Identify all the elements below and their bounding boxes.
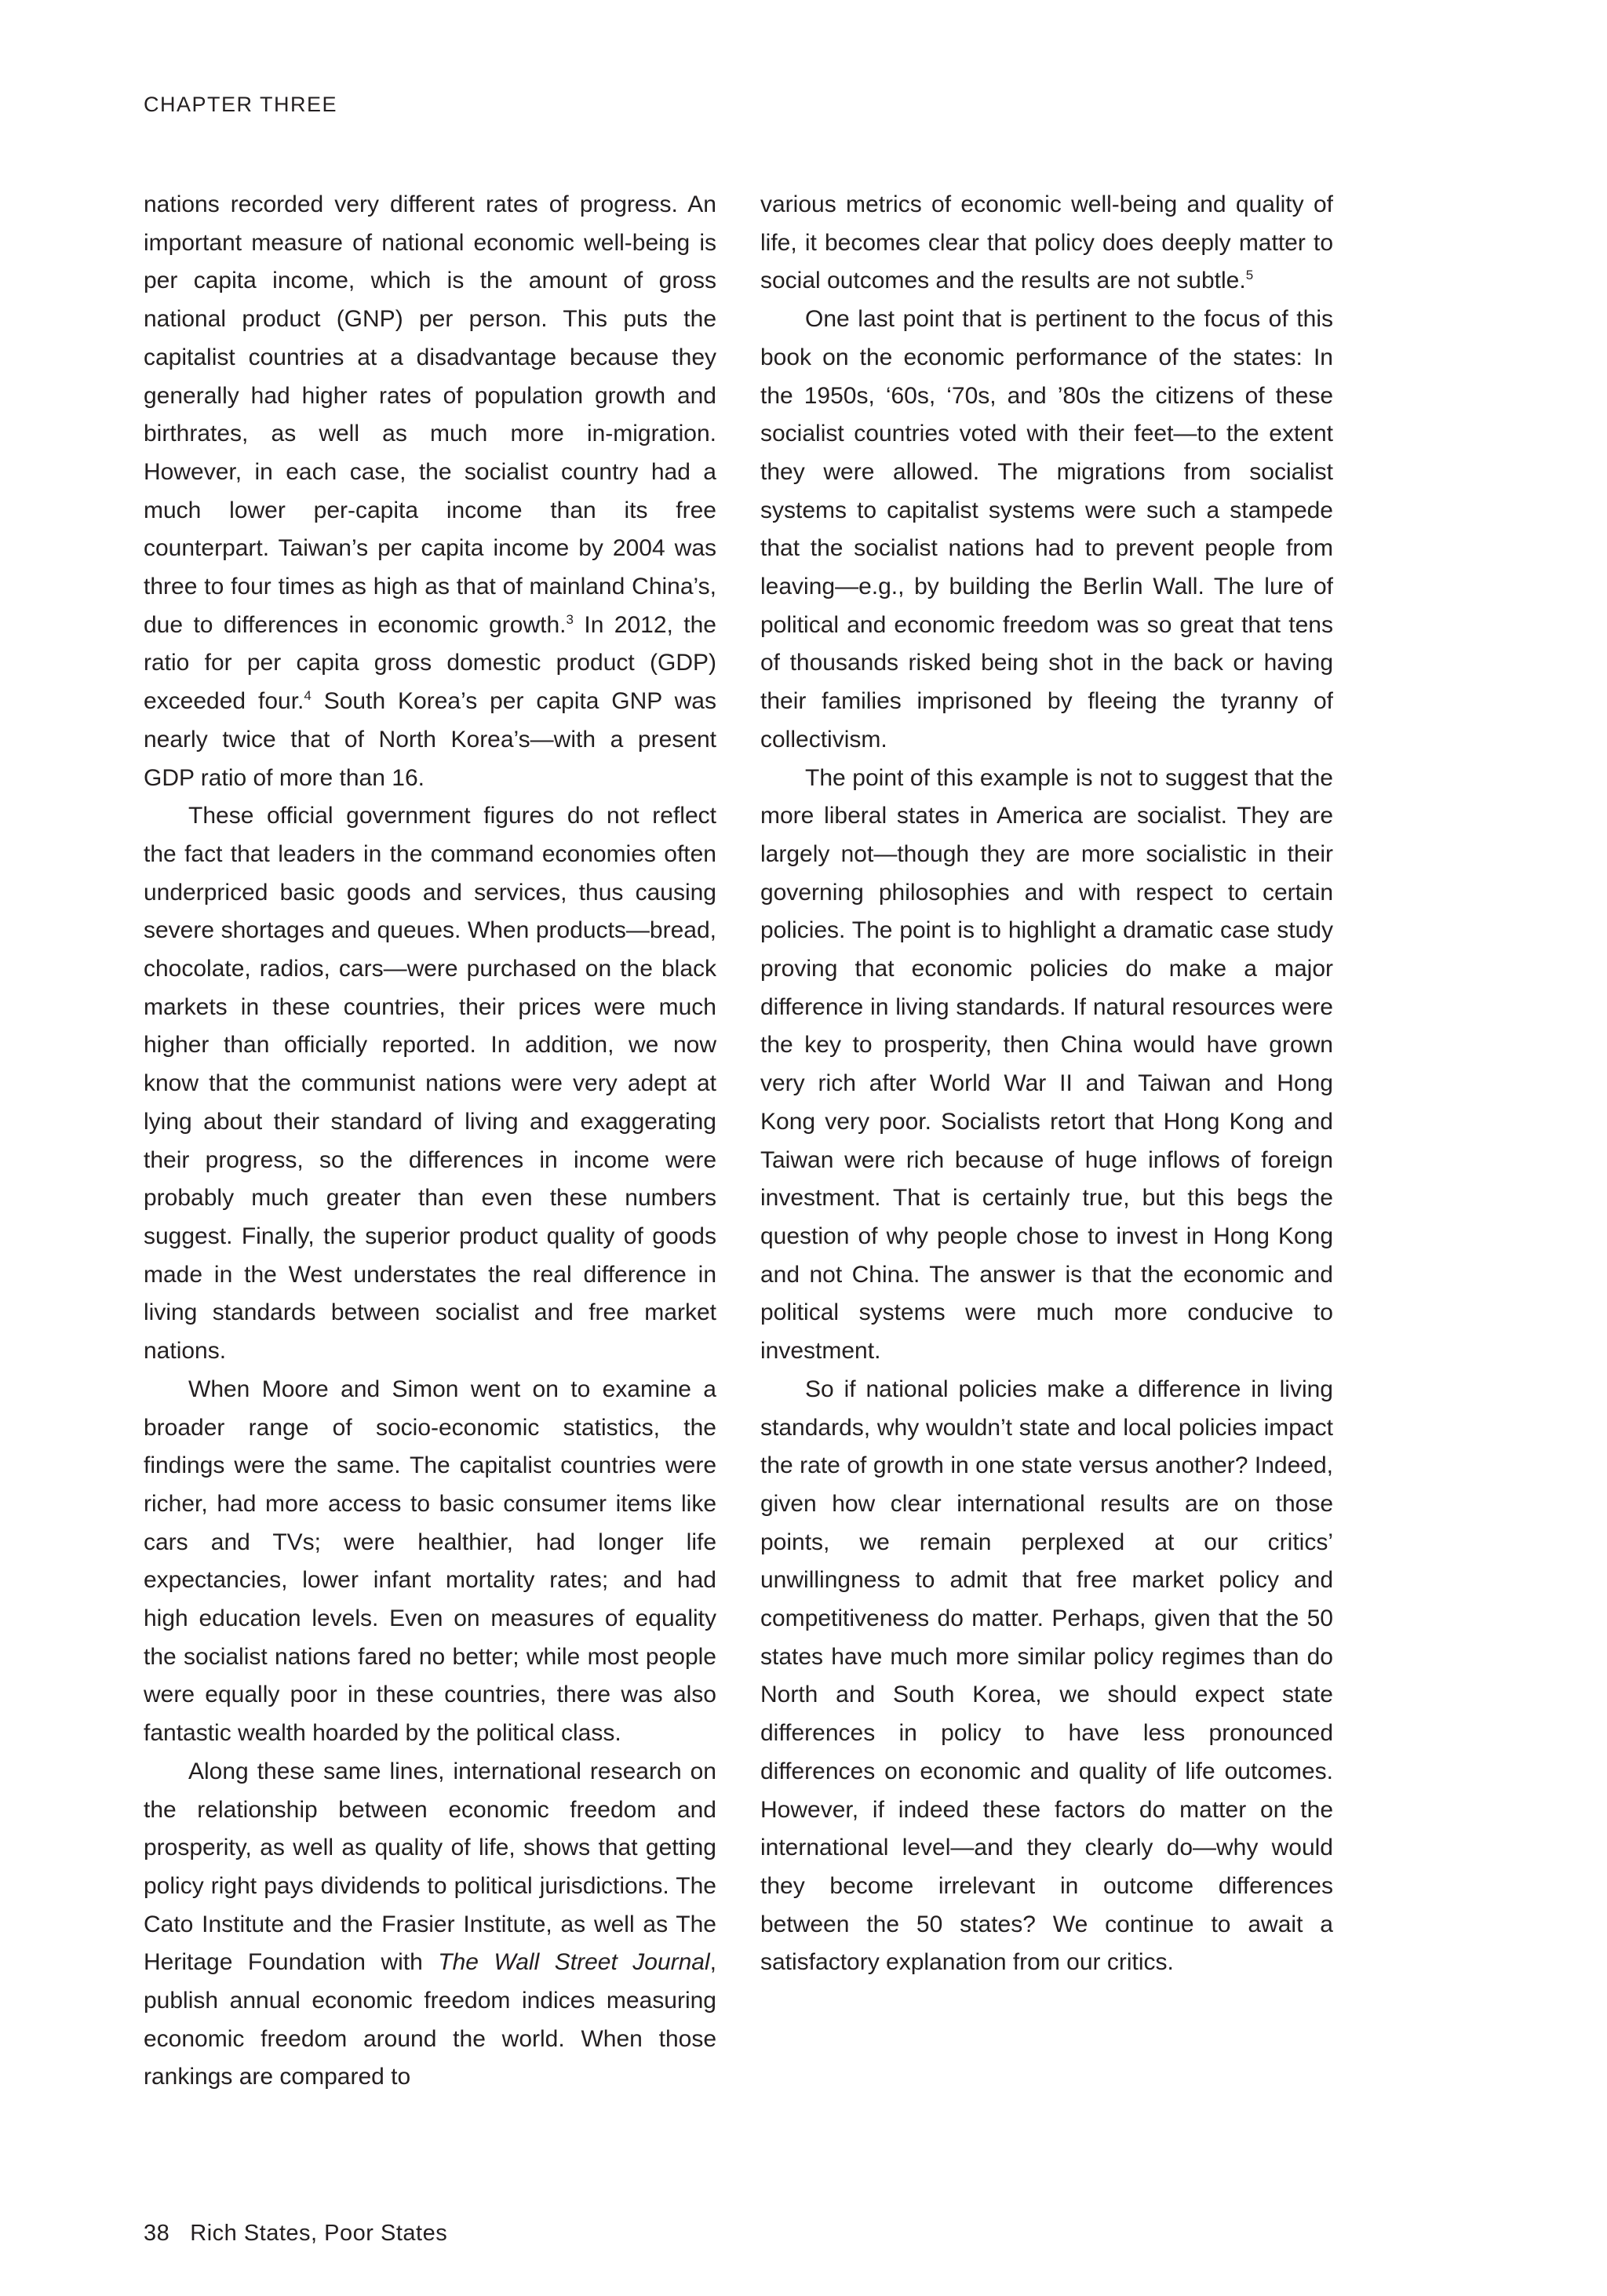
paragraph: These official government figures do not reflect the fact that leaders in the command economies often underpriced basic goods and services, thus causing severe shortages and queues. When products—bread, chocolate, radios, cars—were purchased on the black markets in these countries, their prices were much higher than officially reported. In addition, we now know that the communist nations were very adept at lying about their standard of living and exaggerating their progress, so the differences in income were probably much greater than even these numbers suggest. Finally, the superior product quality of goods made in the West understates the real difference in living standards between socialist and free market nations. [144, 803, 716, 1365]
page-number: 38 [144, 2221, 170, 2246]
paragraph [144, 186, 716, 797]
paragraph: The point of this example is not to suggest that the more liberal states in America are socialist. They are largely not—though they are more socialistic in their governing philosophies and with respect to certain policies. The point is to highlight a dramatic case study proving that economic policies do make a major difference in living standards. If natural resources were the key to prosperity, then China would have grown very rich after World War II and Taiwan and Hong Kong very poor. Socialists retort that Hong Kong and Taiwan were rich because of huge inflows of foreign investment. That is certainly true, but this begs the question of why people chose to invest in Hong Kong and not China. The answer is that the economic and political systems were much more conducive to investment. [760, 764, 1333, 1365]
paragraph-text: , publish annual economic freedom indices measuring economic freedom around the world. When those rankings are compared to [144, 1949, 716, 2090]
paragraph [144, 1753, 716, 2097]
paragraph: So if national policies make a difference in living standards, why wouldn’t state and local policies impact the rate of growth in one state versus another? Indeed, given how clear international results are on those points, we remain perplexed at our critics’ unwillingness to admit that free market policy and competitiveness do matter. Perhaps, given that the 50 states have much more similar policy regimes than do North and South Korea, we should expect state differences in policy to have less pronounced differences on economic and quality of life outcomes. However, if indeed these factors do matter on the international level—and they clearly do—why would they become irrelevant in outcome differences between the 50 states? We continue to await a satisfactory explanation from our critics. [760, 1376, 1333, 1976]
publication-title: The Wall Street Journal [438, 1949, 710, 1976]
running-head: CHAPTER THREE [144, 93, 338, 116]
paragraph [760, 186, 1333, 301]
paragraph: One last point that is pertinent to the focus of this book on the economic performance of the states: In the 1950s, ‘60s, ‘70s, and ’80s the citizens of these socialist countries voted with their feet—to the extent they were allowed. The migrations from socialist systems to capitalist systems were such a stampede that the socialist nations had to prevent people from leaving—e.g., by building the Berlin Wall. The lure of political and economic freedom was so great that tens of thousands risked being shot in the back or having their families imprisoned by fleeing the tyranny of collectivism. [760, 306, 1333, 753]
paragraph: When Moore and Simon went on to examine a broader range of socio-economic statistics, the findings were the same. The capitalist countries were richer, had more access to basic consumer items like cars and TVs; were healthier, had longer life expectancies, lower infant mortality rates; and had high education levels. Even on measures of equality the socialist nations fared no better; while most people were equally poor in these countries, there was also fantastic wealth hoarded by the political class. [144, 1376, 716, 1747]
paragraph-text: Along these same lines, international research on the relationship between economic freedom and prosperity, as well as quality of life, shows that getting policy right pays dividends to political jurisdictions. The Cato Institute and the Frasier Institute, as well as The Heritage Foundation with [144, 1758, 716, 1976]
paragraph-text: In 2012, the ratio for per capita gross domestic product (GDP) exceeded four. [144, 611, 716, 715]
footnote-marker[interactable]: 4 [304, 688, 312, 704]
page-footer [144, 2221, 447, 2247]
paragraph-text: various metrics of economic well-being and quality of life, it becomes clear that policy does deeply matter to social outcomes and the results are not subtle. [760, 191, 1333, 294]
footnote-marker[interactable]: 3 [566, 611, 574, 627]
right-column [760, 186, 1333, 1982]
left-column [144, 186, 716, 2097]
footnote-marker[interactable]: 5 [1245, 268, 1254, 283]
book-title: Rich States, Poor States [190, 2221, 448, 2246]
paragraph-text: South Korea’s per capita GNP was nearly twice that of North Korea’s—with a present GDP ratio of more than 16. [144, 688, 716, 791]
paragraph-text: nations recorded very different rates of progress. An important measure of national economic well-being is per capita income, which is the amount of gross national product (GNP) per person. This puts the capitalist countries at a disadvantage because they generally had higher rates of population growth and birthrates, as well as much more in-migration. However, in each case, the socialist country had a much lower per-capita income than its free counterpart. Taiwan’s per capita income by 2004 was three to four times as high as that of mainland China’s, due to differences in economic growth. [144, 191, 716, 638]
